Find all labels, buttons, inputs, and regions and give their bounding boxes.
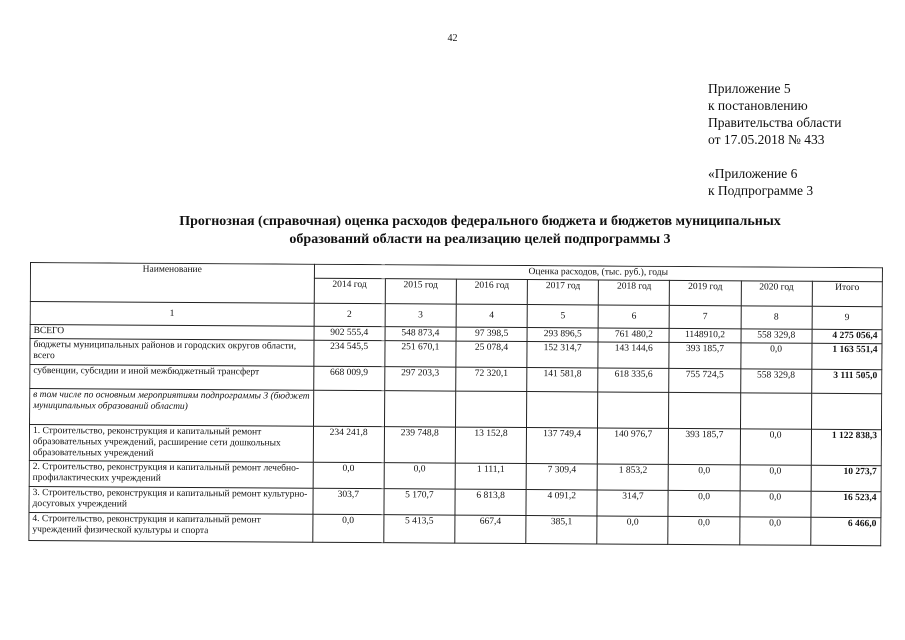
header-year: 2019 год [670, 280, 741, 305]
header-year: 2017 год [527, 280, 598, 305]
page-number: 42 [447, 33, 458, 44]
row-value: 0,0 [739, 517, 810, 545]
row-value [598, 392, 669, 428]
column-number: 1 [30, 302, 314, 327]
row-value: 755 724,5 [669, 368, 740, 392]
row-value: 4 091,2 [526, 490, 597, 516]
row-value: 393 185,7 [669, 428, 740, 464]
table-row [30, 389, 882, 430]
row-name: бюджеты муниципальных районов и городских округов области, всего [30, 339, 314, 367]
row-name: 1. Строительство, реконструкция и капитальный ремонт образовательных учреждений, расширение сети дошкольных образовательных учреждений [29, 425, 313, 463]
row-name: 3. Строительство, реконструкция и капитальный ремонт культурно-досуговых учреждений [29, 486, 313, 514]
budget-table [28, 262, 883, 546]
header-group: Оценка расходов, (тыс. руб.), годы [314, 264, 882, 281]
budget-table-container [28, 262, 883, 580]
row-value: 618 335,6 [598, 368, 669, 392]
title-line: образований области на реализацию целей подпрограммы 3 [289, 232, 671, 247]
title-line: Прогнозная (справочная) оценка расходов федерального бюджета и бюджетов муниципальных [179, 214, 781, 229]
row-name: субвенции, субсидии и иной межбюджетный трансферт [30, 365, 314, 391]
column-number: 5 [527, 305, 598, 328]
row-value [527, 392, 598, 428]
row-value: 141 581,8 [527, 368, 598, 392]
row-total: 6 466,0 [811, 517, 881, 545]
row-value: 1 111,1 [455, 463, 526, 489]
column-number: 7 [670, 305, 741, 328]
row-value: 5 413,5 [384, 515, 455, 543]
row-value: 385,1 [526, 516, 597, 544]
row-value: 0,0 [384, 463, 455, 489]
header-name: Наименование [30, 263, 314, 304]
column-number: 8 [741, 306, 812, 329]
row-value: 0,0 [313, 462, 384, 488]
appendix-line: к Подпрограмме 3 [708, 183, 814, 198]
header-year: 2015 год [385, 279, 456, 304]
row-value: 0,0 [668, 516, 739, 544]
row-total: 1 122 838,3 [811, 429, 881, 465]
row-total: 10 273,7 [811, 465, 881, 491]
row-value [455, 391, 526, 427]
row-value: 1 853,2 [597, 464, 668, 490]
row-total: 4 275 056,4 [812, 329, 882, 343]
row-value: 548 873,4 [385, 327, 456, 341]
row-value: 1148910,2 [669, 328, 740, 342]
row-total [811, 393, 881, 429]
row-name: 2. Строительство, реконструкция и капитальный ремонт лечебно-профилактических учреждений [29, 460, 313, 488]
row-value: 0,0 [668, 490, 739, 516]
row-value: 137 749,4 [526, 428, 597, 464]
table-row [29, 425, 881, 466]
row-value: 303,7 [313, 488, 384, 514]
row-value: 297 203,3 [385, 367, 456, 391]
appendix-line: Правительства области [708, 115, 842, 130]
column-number: 9 [812, 306, 882, 329]
row-value: 152 314,7 [527, 342, 598, 368]
appendix-line: «Приложение 6 [708, 166, 798, 181]
appendix-line: от 17.05.2018 № 433 [708, 132, 825, 147]
row-value: 72 320,1 [456, 367, 527, 391]
row-value: 5 170,7 [384, 489, 455, 515]
row-value: 234 545,5 [313, 340, 384, 366]
row-name: ВСЕГО [30, 325, 314, 341]
header-year: 2020 год [741, 281, 812, 306]
row-value [669, 392, 740, 428]
column-number: 2 [314, 303, 385, 326]
row-value: 0,0 [740, 465, 811, 491]
header-year: 2018 год [598, 280, 669, 305]
header-total: Итого [812, 281, 882, 306]
appendix-inner-reference [708, 165, 813, 199]
row-value: 393 185,7 [669, 342, 740, 368]
row-value: 902 555,4 [314, 326, 385, 340]
row-value: 0,0 [740, 343, 811, 369]
row-value [740, 393, 811, 429]
row-value: 667,4 [455, 515, 526, 543]
document-title [100, 213, 860, 249]
row-value: 97 398,5 [456, 327, 527, 341]
appendix-reference [708, 80, 841, 148]
row-value: 13 152,8 [455, 427, 526, 463]
row-value: 558 329,8 [740, 369, 811, 393]
appendix-line: Приложение 5 [708, 81, 791, 96]
row-value [313, 390, 384, 426]
row-value [384, 391, 455, 427]
row-value: 314,7 [597, 490, 668, 516]
row-value: 0,0 [312, 514, 383, 542]
row-value: 668 009,9 [313, 366, 384, 390]
column-number: 3 [385, 304, 456, 327]
row-name: в том числе по основным мероприятиям подпрограммы 3 (бюджет муниципальных образований области) [30, 389, 314, 427]
column-number: 4 [456, 304, 527, 327]
header-year: 2014 год [314, 278, 385, 303]
column-number: 6 [598, 305, 669, 328]
row-value: 251 670,1 [385, 341, 456, 367]
appendix-line: к постановлению [708, 98, 808, 113]
row-value: 239 748,8 [384, 427, 455, 463]
row-value: 143 144,6 [598, 342, 669, 368]
row-value: 7 309,4 [526, 464, 597, 490]
row-value: 0,0 [597, 516, 668, 544]
row-value: 140 976,7 [598, 428, 669, 464]
row-value: 25 078,4 [456, 341, 527, 367]
row-value: 6 813,8 [455, 489, 526, 515]
table-row [29, 512, 881, 545]
row-value: 234 241,8 [313, 426, 384, 462]
row-value: 761 480,2 [598, 328, 669, 342]
row-total: 3 111 505,0 [811, 369, 881, 393]
row-total: 1 163 551,4 [812, 343, 882, 369]
row-value: 558 329,8 [741, 329, 812, 343]
row-value: 0,0 [740, 491, 811, 517]
row-total: 16 523,4 [811, 491, 881, 517]
row-value: 293 896,5 [527, 328, 598, 342]
table-body [29, 325, 882, 546]
header-year: 2016 год [456, 279, 527, 304]
row-value: 0,0 [740, 429, 811, 465]
row-value: 0,0 [669, 464, 740, 490]
row-name: 4. Строительство, реконструкция и капитальный ремонт учреждений физической культуры и спорта [29, 512, 313, 542]
